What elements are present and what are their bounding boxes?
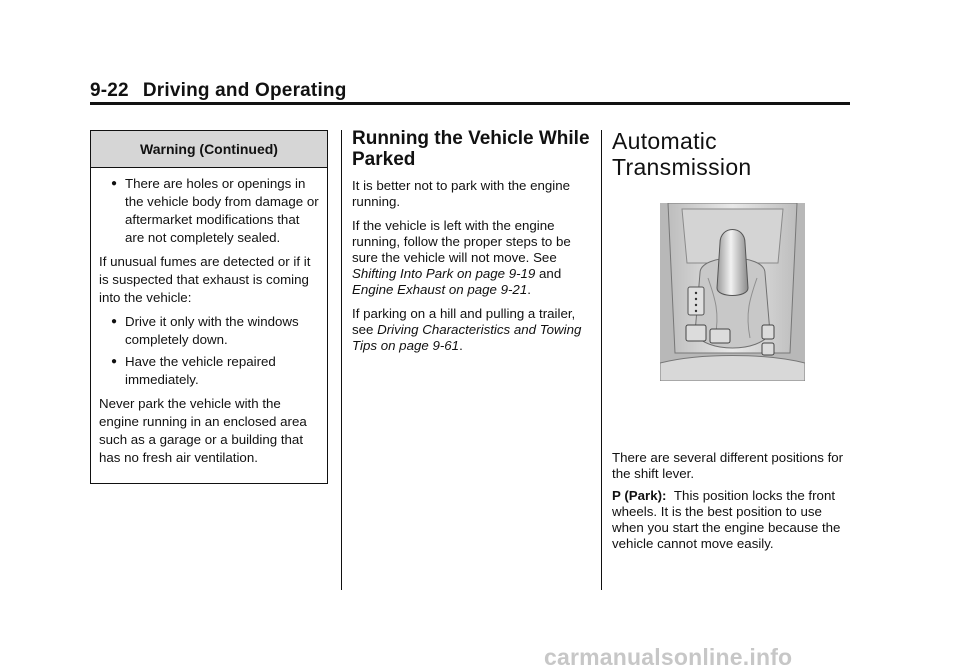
warning-body — [91, 168, 327, 467]
section-heading: Running the Vehicle While Parked — [352, 128, 590, 170]
cross-reference-link[interactable]: Shifting Into Park on page 9-19 — [352, 266, 536, 281]
bullet-icon: ● — [111, 356, 118, 367]
warning-title: Warning (Continued) — [91, 131, 327, 168]
shift-lever-console-illustration — [660, 203, 805, 381]
paragraph: It is better not to park with the engine running. — [352, 178, 571, 209]
section-heading: Automatic Transmission — [612, 128, 752, 180]
armrest — [660, 356, 805, 382]
warning-bullet: ● There are holes or openings in the vehicle body from damage or aftermarket modifications that are not completely sealed. — [99, 175, 319, 247]
page-header — [90, 80, 347, 102]
paragraph: P (Park): This position locks the front wheels. It is the best position to use when you start the engine because the vehicle cannot move easily. — [612, 488, 841, 551]
warning-bullet: ● Drive it only with the windows completely down. — [99, 313, 319, 349]
paragraph: There are several different positions for the shift lever. — [612, 450, 844, 481]
watermark: carmanualsonline.info — [544, 644, 793, 670]
column-divider — [341, 130, 342, 590]
page-number: 9-22 — [90, 80, 129, 101]
bullet-icon: ● — [111, 178, 118, 189]
paragraph: If parking on a hill and pulling a trailer, see Driving Characteristics and Towing Tips on page 9-61. — [352, 306, 582, 353]
console-button — [686, 325, 706, 341]
shift-knob — [717, 230, 748, 296]
running-parked-section — [352, 128, 592, 362]
header-rule — [90, 102, 850, 105]
bullet-icon: ● — [111, 316, 118, 327]
warning-box — [90, 130, 328, 484]
warning-bullet: ● Have the vehicle repaired immediately. — [99, 353, 319, 389]
console-button — [762, 343, 774, 355]
warning-paragraph: If unusual fumes are detected or if it is suspected that exhaust is coming into the vehicle: — [99, 254, 311, 305]
cross-reference-link[interactable]: Engine Exhaust on page 9-21 — [352, 282, 528, 297]
term-label: P (Park): — [612, 488, 667, 503]
console-button — [710, 329, 730, 343]
cross-reference-link[interactable]: Driving Characteristics and Towing Tips on page 9-61 — [352, 322, 582, 353]
warning-paragraph: Never park the vehicle with the engine running in an enclosed area such as a garage or a building that has no fresh air ventilation. — [99, 396, 307, 465]
column-divider — [601, 130, 602, 590]
console-button — [762, 325, 774, 339]
paragraph: If the vehicle is left with the engine running, follow the proper steps to be sure the vehicle will not move. See Shifting Into Park on page 9-19 and Engine Exhaust on page 9-21. — [352, 218, 571, 297]
section-title: Driving and Operating — [142, 80, 347, 101]
